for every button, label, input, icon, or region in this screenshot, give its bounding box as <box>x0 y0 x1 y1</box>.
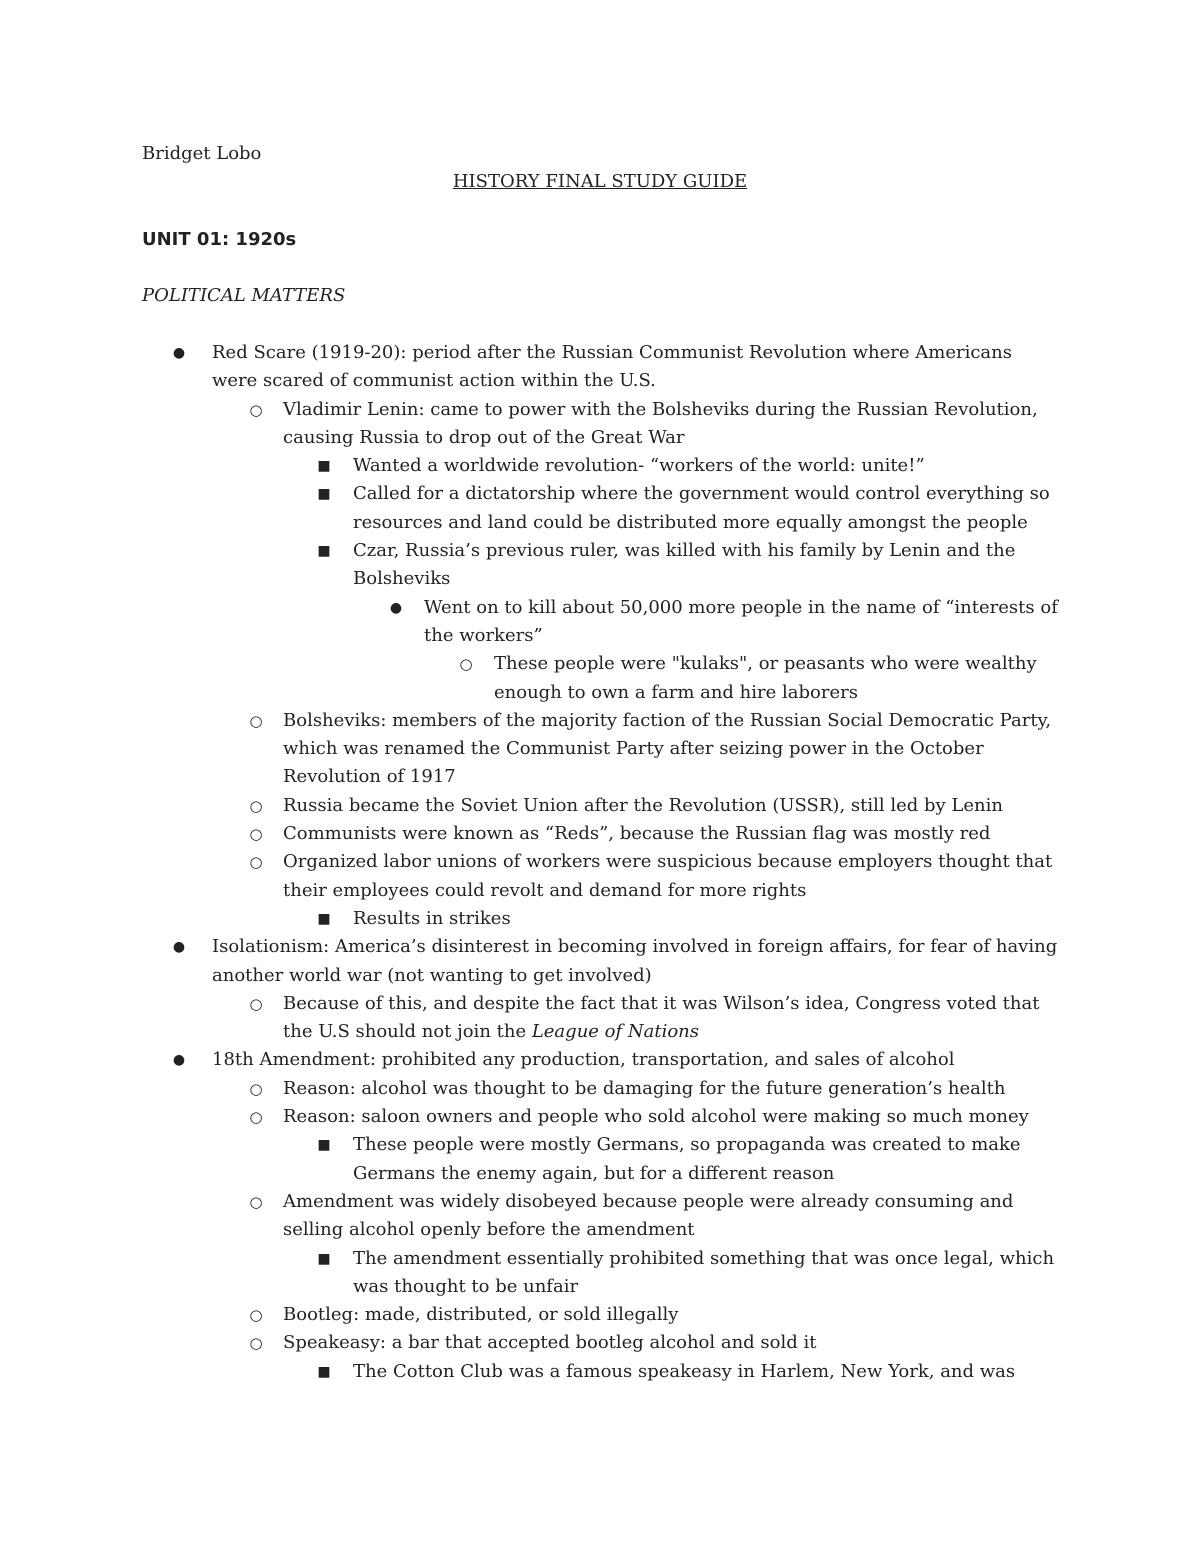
list-item <box>0 905 1200 933</box>
list-item <box>0 1103 1200 1131</box>
league-of-nations-emphasis: League of Nations <box>531 1021 700 1043</box>
list-item <box>0 594 1200 651</box>
list-item-text: Vladimir Lenin: came to power with the Bolsheviks during the Russian Revolution, causing Russia to drop out of the Great War <box>283 398 1038 448</box>
list-item-text-main: Because of this, and despite the fact that it was Wilson’s idea, Congress voted that the U.S should not join the <box>283 992 1040 1043</box>
list-item <box>0 452 1200 480</box>
list-item-text: Reason: saloon owners and people who sold alcohol were making so much money <box>283 1106 1029 1128</box>
list-item <box>0 537 1200 594</box>
list-item <box>0 1046 1200 1074</box>
hollow-circle-bullet-icon: ○ <box>249 1192 263 1211</box>
list-item-text: These people were "kulaks", or peasants who were wealthy enough to own a farm and hire laborers <box>494 653 1037 703</box>
hollow-circle-bullet-icon: ○ <box>459 655 473 674</box>
filled-circle-bullet-icon: ● <box>172 1052 186 1069</box>
square-bullet-icon: ■ <box>317 910 331 927</box>
list-item <box>0 1188 1200 1245</box>
list-item <box>0 396 1200 453</box>
list-item-text: Russia became the Soviet Union after the Revolution (USSR), still led by Lenin <box>283 794 1003 816</box>
square-bullet-icon: ■ <box>317 486 331 503</box>
hollow-circle-bullet-icon: ○ <box>249 1079 263 1098</box>
list-item-text: Red Scare (1919-20): period after the Russian Communist Revolution where Americans were scared of communist action within the U.S. <box>212 342 1012 392</box>
list-item <box>0 339 1200 396</box>
list-item-text: Results in strikes <box>353 907 511 929</box>
list-item <box>0 1358 1200 1386</box>
list-item <box>0 650 1200 707</box>
study-guide-list <box>0 339 1200 1386</box>
hollow-circle-bullet-icon: ○ <box>249 1108 263 1127</box>
list-item-text: Reason: alcohol was thought to be damaging for the future generation’s health <box>283 1077 1006 1099</box>
square-bullet-icon: ■ <box>317 1137 331 1154</box>
list-item <box>0 1245 1200 1302</box>
list-item-text: Isolationism: America’s disinterest in becoming involved in foreign affairs, for fear of having another world war (not wanting to get involved) <box>212 936 1058 986</box>
list-item-text: Communists were known as “Reds”, because the Russian flag was mostly red <box>283 823 991 845</box>
list-item-text: Speakeasy: a bar that accepted bootleg alcohol and sold it <box>283 1332 817 1354</box>
list-item-text: Went on to kill about 50,000 more people in the name of “interests of the workers” <box>424 596 1058 646</box>
list-item-text: Organized labor unions of workers were suspicious because employers thought that their employees could revolt and demand for more rights <box>283 851 1053 901</box>
list-item <box>0 990 1200 1047</box>
square-bullet-icon: ■ <box>317 543 331 560</box>
list-item <box>0 933 1200 990</box>
list-item <box>0 707 1200 792</box>
filled-circle-bullet-icon: ● <box>172 345 186 361</box>
list-item-text: Amendment was widely disobeyed because people were already consuming and selling alcohol openly before the amendment <box>283 1190 1014 1241</box>
list-item-text: These people were mostly Germans, so propaganda was created to make Germans the enemy again, but for a different reason <box>353 1134 1021 1184</box>
list-item-text: 18th Amendment: prohibited any production, transportation, and sales of alcohol <box>212 1049 955 1071</box>
square-bullet-icon: ■ <box>317 458 331 475</box>
section-heading: POLITICAL MATTERS <box>142 285 346 306</box>
hollow-circle-bullet-icon: ○ <box>249 796 263 815</box>
list-item-text: The Cotton Club was a famous speakeasy in Harlem, New York, and was <box>353 1360 1016 1382</box>
list-item-text <box>283 990 1063 1047</box>
document-title: HISTORY FINAL STUDY GUIDE <box>452 171 748 192</box>
list-item-text: Bootleg: made, distributed, or sold illegally <box>283 1304 679 1326</box>
square-bullet-icon: ■ <box>317 1250 331 1267</box>
list-item-text: Wanted a worldwide revolution- “workers of the world: unite!” <box>353 455 925 477</box>
filled-circle-bullet-icon: ● <box>389 599 403 616</box>
hollow-circle-bullet-icon: ○ <box>249 1334 263 1353</box>
unit-heading: UNIT 01: 1920s <box>142 229 297 250</box>
list-item <box>0 792 1200 820</box>
hollow-circle-bullet-icon: ○ <box>249 825 263 844</box>
list-item-text: The amendment essentially prohibited something that was once legal, which was thought to be unfair <box>353 1247 1055 1297</box>
list-item-text: Bolsheviks: members of the majority faction of the Russian Social Democratic Party, which was renamed the Communist Party after seizing power in the October Revolution of 1917 <box>283 709 1052 788</box>
list-item <box>0 480 1200 537</box>
list-item <box>0 1075 1200 1103</box>
square-bullet-icon: ■ <box>317 1363 331 1380</box>
list-item <box>0 1329 1200 1357</box>
list-item-text: Called for a dictatorship where the government would control everything so resources and land could be distributed more equally amongst the people <box>353 483 1050 533</box>
filled-circle-bullet-icon: ● <box>172 939 186 956</box>
list-item <box>0 820 1200 848</box>
author-name: Bridget Lobo <box>142 143 262 164</box>
hollow-circle-bullet-icon: ○ <box>249 994 263 1013</box>
hollow-circle-bullet-icon: ○ <box>249 853 263 872</box>
hollow-circle-bullet-icon: ○ <box>249 711 263 730</box>
hollow-circle-bullet-icon: ○ <box>249 1306 263 1325</box>
list-item <box>0 1131 1200 1188</box>
hollow-circle-bullet-icon: ○ <box>249 400 263 419</box>
list-item <box>0 1301 1200 1329</box>
list-item-text: Czar, Russia’s previous ruler, was killed with his family by Lenin and the Bolsheviks <box>353 540 1016 590</box>
list-item <box>0 848 1200 905</box>
